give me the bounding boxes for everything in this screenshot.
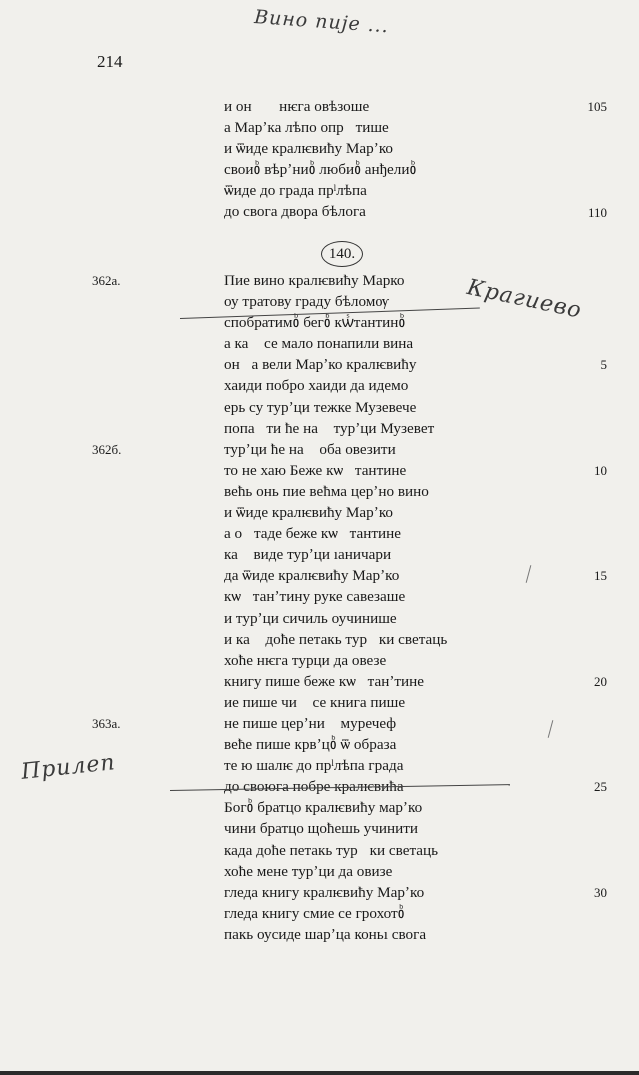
- verse-line: хоће нѥга турци да овезе: [224, 651, 387, 669]
- verse-line: а оᷤтаде беже кѡᷤтантине: [224, 525, 402, 543]
- verse-line: и ѿиде кралѥвићу Марʼко: [224, 140, 394, 158]
- verse-line: да ѿиде кралѥвићу Марʼко: [224, 567, 400, 585]
- verse-line: до своюга побре кралѥвића: [224, 778, 404, 796]
- line-number: 5: [600, 357, 607, 373]
- verse-line: турʼци ће наᷤ оба овезити: [224, 440, 396, 458]
- verse-line: а каᷘ се мало понапили вина: [224, 335, 414, 353]
- verse-line: а Марʼка лѣпо опрᷤтише: [224, 119, 389, 137]
- verse-line: гледа книгу кралѥвићу Марʼко: [224, 883, 425, 901]
- verse-line: ерь су турʼци тежке Музевече: [224, 398, 417, 416]
- handwritten-right-note: Крагиево: [464, 275, 585, 324]
- verse-line: и ѿиде кралѥвићу Марʼко: [224, 504, 394, 522]
- verse-line: спобратимᲂᷨ бегᲂᷨ кѡᷤтантинᲂᷨ: [224, 314, 406, 332]
- verse-line: хоће мене турʼци да овизе: [224, 862, 393, 880]
- line-number: 20: [594, 673, 607, 689]
- verse-line: ие пише чиᷨ се книга пише: [224, 693, 406, 711]
- verse-line: ѿиде до града прˡлѣпа: [224, 182, 367, 200]
- verse-line: те ю шалѥ до прˡлѣпа града: [224, 757, 404, 775]
- verse-line: то не хаю Беже кѡᷤтантине: [224, 461, 407, 479]
- margin-reference: 362б.: [92, 441, 122, 457]
- verse-line: кѡᷤтанʼтину руке савезаше: [224, 588, 406, 606]
- line-number: 10: [594, 462, 607, 478]
- verse-line: и онᷮᷘ нѥга овѣзоше: [224, 98, 370, 115]
- line-number: 110: [587, 204, 607, 220]
- page-bottom-edge: [0, 1071, 639, 1075]
- verse-line: Пие вино кралѥвићу Марко: [224, 272, 405, 289]
- verse-line: већь онь пие већма церʼно вино: [224, 482, 429, 500]
- verse-line: када доће петакь турᷤки светаць: [224, 841, 439, 859]
- verse-line: до свога двора бѣлога: [224, 203, 366, 221]
- line-number: 30: [594, 884, 607, 900]
- handwritten-top-note: Вино пије ...: [253, 6, 390, 38]
- line-number: 15: [594, 568, 607, 584]
- poem-number-circled: 140.: [321, 241, 363, 267]
- handwritten-left-note: Прилеп: [20, 750, 117, 785]
- verse-line: книгу пише беже кѡᷤтанʼтине: [224, 672, 425, 690]
- verse-line: Богᲂᷨ братцо кралѥвићу марʼко: [224, 799, 423, 817]
- pencil-mark: [548, 720, 554, 738]
- verse-line: пакь оусиде шарʼца коньı свога: [224, 925, 427, 943]
- line-number: 25: [594, 779, 607, 795]
- verse-line: оу тратову граду бѣломѹ: [224, 293, 389, 311]
- verse-line: онᷘа вели Марʼко кралѥвићу: [224, 356, 417, 374]
- verse-line: хаиди побро хаиди да идемо: [224, 377, 409, 395]
- line-number: 105: [587, 99, 607, 114]
- verse-line: своиᲂᷨ вѣрʼниᲂᷨ любиᲂᷨ анђелиᲂᷨ: [224, 161, 417, 179]
- verse-block-poem: [224, 270, 534, 945]
- margin-reference: 363а.: [92, 716, 121, 732]
- verse-line: веће пише крвʼцᲂᷨ ѿ образа: [224, 736, 397, 754]
- verse-line: гледа книгу смие се грохотᲂᷨ: [224, 904, 405, 922]
- verse-line: и каᷘ доћe петакь турᷤки светаць: [224, 630, 448, 648]
- page-number: 214: [97, 52, 123, 71]
- verse-block-previous: [224, 96, 534, 223]
- verse-line: не пише церʼниᷨ муречефᲂᷨ: [224, 714, 420, 732]
- margin-reference: 362а.: [92, 273, 121, 288]
- verse-line: чини братцо щоћешь учинити: [224, 820, 419, 838]
- verse-line: каᷘ виде турʼци ıаничари: [224, 546, 392, 564]
- verse-line: и турʼци сичиль оучинише: [224, 609, 397, 627]
- verse-line: попаᷤти ће наᷤ турʼци Музеветᲂᷨ: [224, 419, 458, 437]
